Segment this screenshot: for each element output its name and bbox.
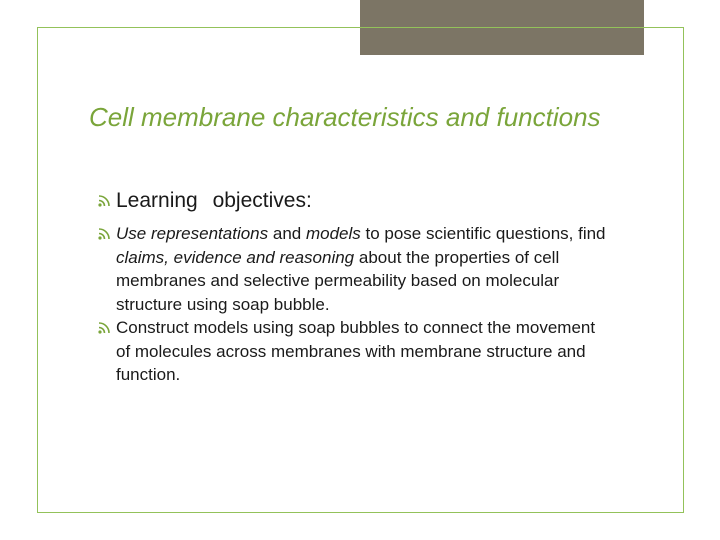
- wifi-signal-bullet-icon: [98, 321, 111, 334]
- bullet-learning-objectives: [98, 186, 608, 216]
- text-run-italic: Use representations: [116, 224, 269, 243]
- bullet-text: [116, 224, 606, 314]
- text-run-italic: models: [305, 224, 361, 243]
- bullet-text: Construct models using soap bubbles to connect the movement of molecules across membranes with membrane structure and function.: [116, 318, 596, 384]
- bullet-objective-representations: [98, 222, 608, 316]
- bullet-list: [98, 186, 608, 387]
- text-run: about the properties of cell membranes and selective permeability based on molecular structure using soap bubble.: [116, 247, 560, 314]
- bullet-text: Learning objectives:: [116, 189, 312, 212]
- bullet-objective-construct-models: [98, 316, 608, 387]
- wifi-signal-bullet-icon: [98, 194, 111, 207]
- slide-title: Cell membrane characteristics and functions: [89, 102, 601, 132]
- text-run: to pose scientific questions, find: [360, 224, 606, 243]
- text-run: and: [268, 224, 306, 243]
- text-run-italic: claims, evidence and reasoning: [116, 247, 355, 267]
- wifi-signal-bullet-icon: [98, 227, 111, 240]
